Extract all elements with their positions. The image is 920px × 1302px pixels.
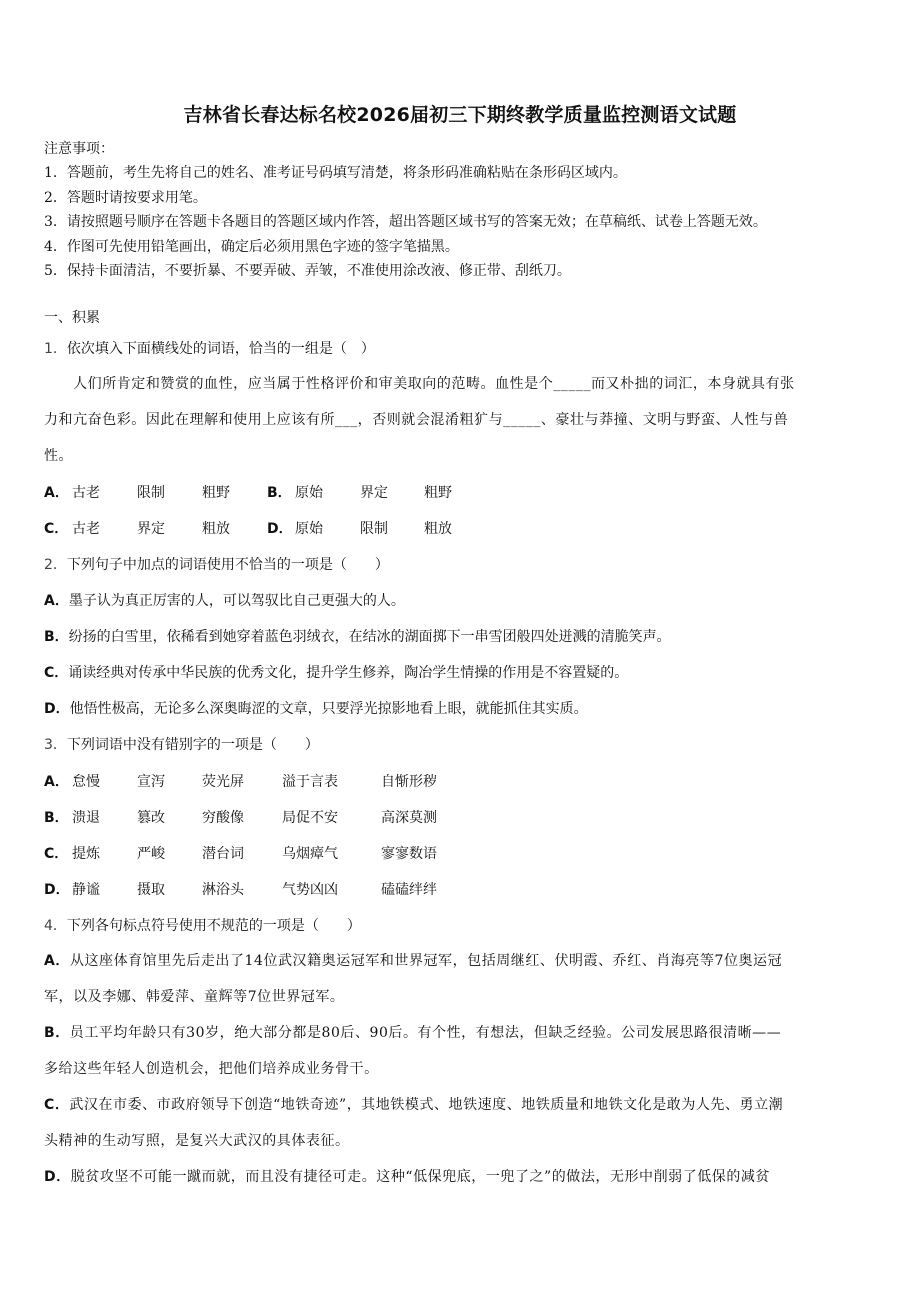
question-2-option-d: [44, 698, 588, 718]
option-word: 溃退: [72, 810, 100, 826]
option-text: 武汉在市委、市政府领导下创造“地铁奇迹”，其地铁模式、地铁速度、地铁质量和地铁文化是敢为人先、勇立潮: [69, 1097, 784, 1113]
question-2-option-b: [44, 626, 671, 646]
passage-line: 性。: [44, 448, 74, 464]
question-text: 依次填入下面横线处的词语，恰当的一组是（ ）: [66, 341, 375, 357]
option-word: 静谧: [72, 882, 100, 898]
question-text: 下列句子中加点的词语使用不恰当的一项是（ ）: [66, 557, 389, 573]
option-word: 寥寥数语: [381, 846, 437, 862]
passage-line: 人们所肯定和赞赏的血性，应当属于性格评价和审美取向的范畴。血性是个_____而又朴拙的词汇，本身就具有张: [44, 376, 795, 392]
option-word: 摄取: [137, 882, 165, 898]
page-title: 吉林省长春达标名校2026届初三下期终教学质量监控测语文试题: [183, 104, 737, 126]
option-word: 怠慢: [72, 774, 100, 790]
option-word: 高深莫测: [381, 810, 437, 826]
option-text: 多给这些年轻人创造机会，把他们培养成业务骨干。: [44, 1061, 379, 1077]
question-2-stem: [44, 554, 389, 574]
option-text: 军，以及李娜、韩爱萍、童辉等7位世界冠军。: [44, 989, 345, 1005]
option-word: 原始: [295, 485, 323, 501]
passage-line: 力和亢奋色彩。因此在理解和使用上应该有所___，否则就会混淆粗犷与_____、豪壮与莽撞、文明与野蛮、人性与兽: [44, 412, 789, 428]
option-word: 乌烟瘴气: [282, 846, 338, 862]
option-text: 墨子认为真正厉害的人，可以驾驭比自己更强大的人。: [68, 593, 405, 609]
question-number: 1．: [44, 341, 67, 357]
option-word: 气势凶凶: [282, 882, 338, 898]
option-word: 篡改: [137, 810, 165, 826]
option-word: 粗野: [202, 485, 230, 501]
question-number: 2．: [44, 557, 67, 573]
option-label: D．: [44, 1169, 71, 1185]
option-label: B．: [44, 810, 69, 826]
option-label: C．: [44, 1097, 70, 1113]
question-text: 下列词语中没有错别字的一项是（ ）: [66, 737, 319, 753]
option-text: 他悟性极高，无论多么深奥晦涩的文章，只要浮光掠影地看上眼，就能抓住其实质。: [69, 701, 588, 717]
notice-item: 2．答题时请按要求用笔。: [44, 189, 207, 206]
option-label: A．: [44, 593, 69, 609]
option-label: B．: [267, 485, 292, 501]
option-word: 潜台词: [202, 846, 244, 862]
option-text: 纷扬的白雪里，依稀看到她穿着蓝色羽绒衣，在结冰的湖面掷下一串雪团般四处迸溅的清脆笑声。: [68, 629, 671, 645]
option-word: 限制: [137, 485, 165, 501]
option-text: 脱贫攻坚不可能一蹴而就，而且没有捷径可走。这种“低保兜底，一兜了之”的做法，无形中削弱了低保的减贫: [70, 1169, 770, 1185]
option-label: A．: [44, 953, 70, 969]
option-text: 从这座体育馆里先后走出了14位武汉籍奥运冠军和世界冠军，包括周继红、伏明霞、乔红、肖海亮等7位奥运冠: [69, 953, 783, 969]
option-text: 员工平均年龄只有30岁，绝大部分都是80后、90后。有个性，有想法，但缺乏经验。公司发展思路很清晰——: [69, 1025, 782, 1041]
option-text: 头精神的生动写照，是复兴大武汉的具体表征。: [44, 1133, 350, 1149]
option-word: 穷酸像: [202, 810, 244, 826]
option-word: 局促不安: [282, 810, 338, 826]
option-word: 淋浴头: [202, 882, 244, 898]
question-number: 3．: [44, 737, 67, 753]
question-1-stem: [44, 338, 375, 358]
option-word: 粗放: [202, 521, 230, 537]
notice-block: [44, 137, 767, 283]
option-label: C．: [44, 521, 69, 537]
option-word: 严峻: [137, 846, 165, 862]
option-label: B．: [44, 1025, 70, 1041]
question-4-option-b: [44, 1015, 880, 1087]
notice-heading: 注意事项：: [44, 141, 114, 157]
option-label: D．: [267, 521, 293, 537]
question-4-option-c: [44, 1087, 880, 1159]
question-4-option-a: [44, 943, 880, 1015]
option-label: D．: [44, 882, 70, 898]
question-text: 下列各句标点符号使用不规范的一项是（ ）: [66, 918, 361, 934]
question-1-passage: [44, 366, 880, 474]
option-word: 提炼: [72, 846, 100, 862]
question-number: 4．: [44, 918, 67, 934]
option-label: A．: [44, 485, 69, 501]
option-word: 古老: [72, 521, 100, 537]
option-word: 磕磕绊绊: [381, 882, 437, 898]
option-label: B．: [44, 629, 69, 645]
option-label: A．: [44, 774, 69, 790]
option-label: C．: [44, 846, 69, 862]
option-word: 粗野: [424, 485, 452, 501]
question-2-option-c: [44, 662, 628, 682]
notice-item: 5．保持卡面清洁，不要折暴、不要弄破、弄皱，不准使用涂改液、修正带、刮纸刀。: [44, 263, 571, 280]
question-4-option-d: [44, 1159, 880, 1195]
option-word: 粗放: [424, 521, 452, 537]
question-3-stem: [44, 734, 319, 754]
option-word: 界定: [137, 521, 165, 537]
option-word: 溢于言表: [282, 774, 338, 790]
option-word: 自惭形秽: [381, 774, 437, 790]
option-word: 荧光屏: [202, 774, 244, 790]
option-label: D．: [44, 701, 70, 717]
option-word: 原始: [295, 521, 323, 537]
option-word: 限制: [360, 521, 388, 537]
notice-item: 3．请按照题号顺序在答题卡各题目的答题区域内作答，超出答题区域书写的答案无效；在草稿纸、试卷上答题无效。: [44, 214, 767, 231]
question-2-option-a: [44, 590, 405, 610]
option-word: 古老: [72, 485, 100, 501]
notice-item: 1．答题前，考生先将自己的姓名、准考证号码填写清楚，将条形码准确粘贴在条形码区域内。: [44, 165, 627, 182]
option-text: 诵读经典对传承中华民族的优秀文化，提升学生修养，陶冶学生情操的作用是不容置疑的。: [68, 665, 629, 681]
section-heading: 一、积累: [44, 310, 100, 326]
option-word: 宣泻: [137, 774, 165, 790]
notice-item: 4．作图可先使用铅笔画出，确定后必须用黑色字迹的签字笔描黑。: [44, 238, 459, 255]
question-4-stem: [44, 915, 361, 935]
option-word: 界定: [360, 485, 388, 501]
option-label: C．: [44, 665, 69, 681]
